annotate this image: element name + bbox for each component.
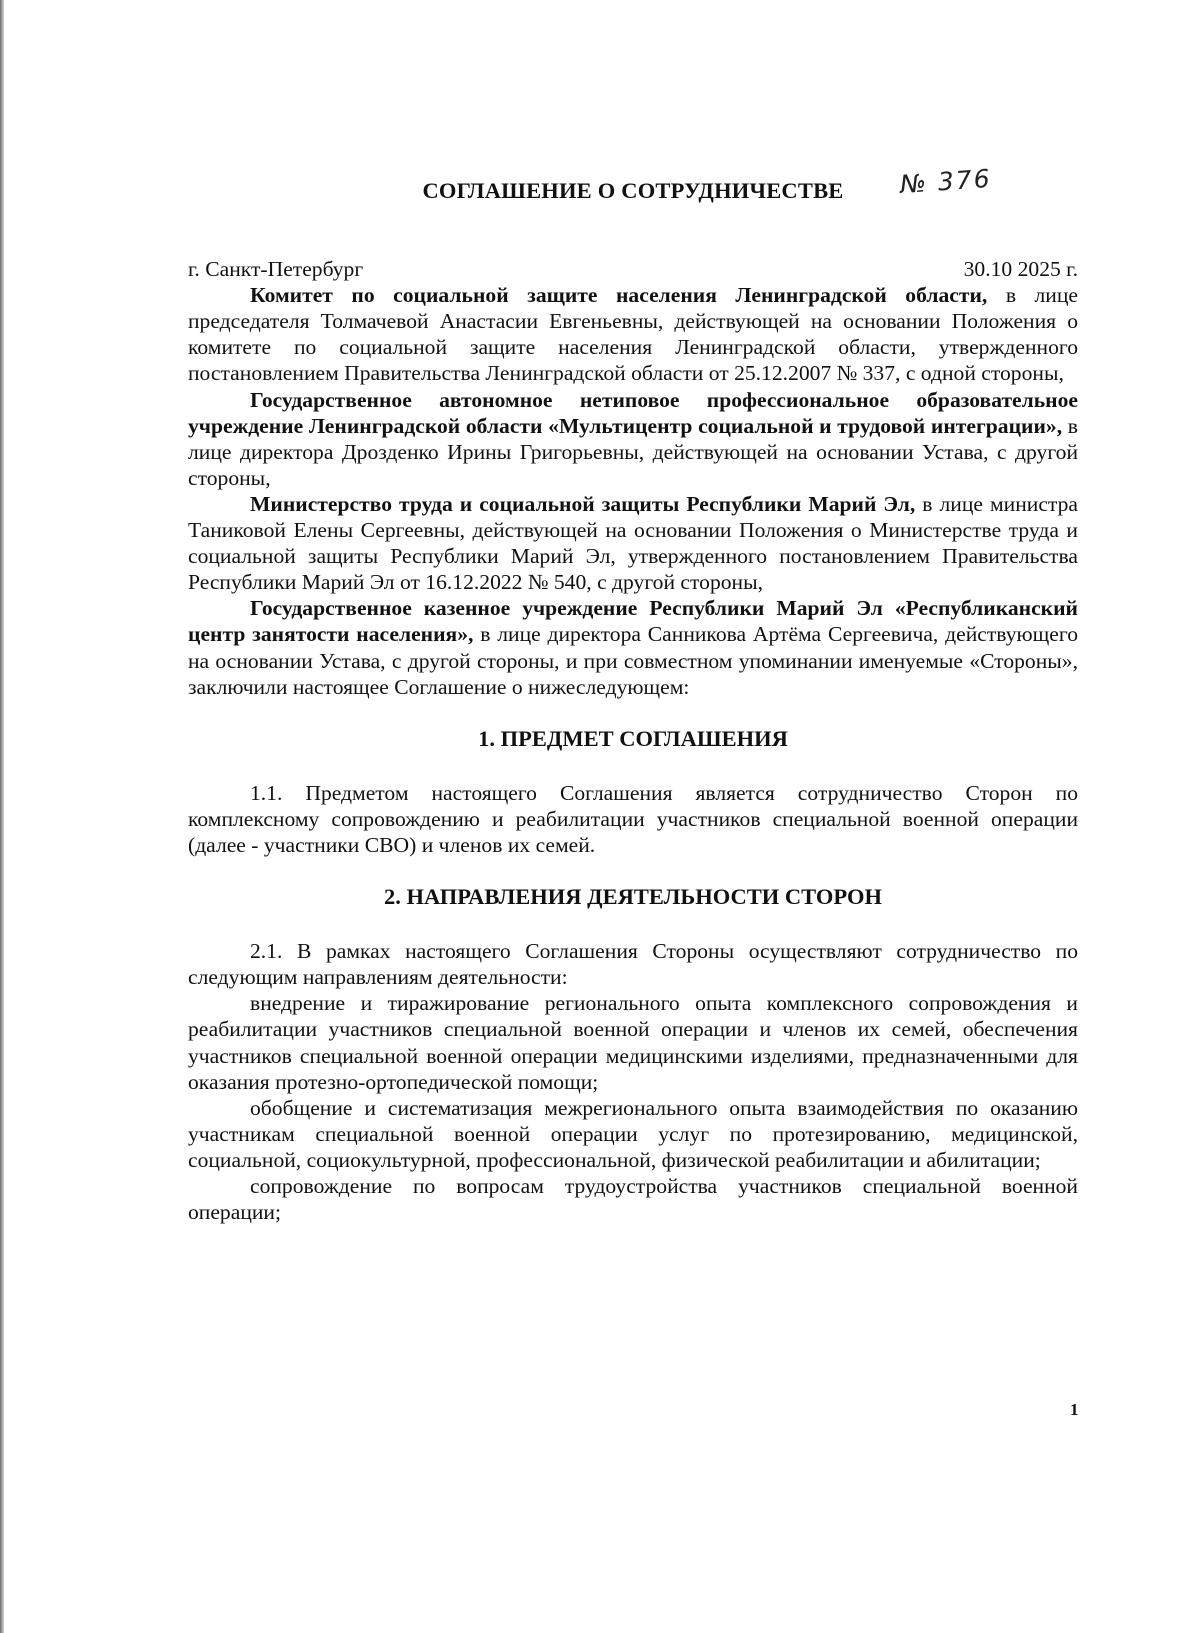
party-paragraph (188, 595, 1078, 699)
place-date-line (188, 256, 1078, 282)
party-details: в лице директора Санникова Артёма Сергеевича, действующего на основании Устава, с другой стороны, и при совместном упоминании именуемые «Стороны», заключили настоящее Соглашение о нижеследующем: (188, 622, 1078, 699)
scan-edge (0, 0, 4, 1633)
direction-item: внедрение и тиражирование регионального опыта комплексного сопровождения и реабилитации участников специальной военной операции и членов их семей, обеспечения участников специальной военной операции медицинскими изделиями, предназначенными для оказания протезно-ортопедической помощи; (188, 991, 1078, 1094)
document-title (188, 163, 1078, 204)
party-name: Государственное автономное нетиповое профессиональное образовательное учреждение Ленинградской области «Мультицентр социальной и трудовой интеграции», (188, 387, 1078, 438)
party-name: Комитет по социальной защите населения Ленинградской области, (250, 283, 988, 308)
party-details: в лице министра Таниковой Елены Сергеевны, действующей на основании Положения о Министерстве труда и социальной защиты Республики Марий Эл, утвержденного постановлением Правительства Республики Марий Эл от 16.12.2022 № 540, с другой стороны, (188, 491, 1078, 595)
section-heading-subject: 1. ПРЕДМЕТ СОГЛАШЕНИЯ (478, 725, 788, 751)
document-title-text: СОГЛАШЕНИЕ О СОТРУДНИЧЕСТВЕ (422, 178, 844, 203)
handwritten-document-number: № 376 (899, 163, 993, 200)
party-paragraph (188, 282, 1078, 386)
city: г. Санкт-Петербург (188, 257, 364, 282)
party-name: Государственное казенное учреждение Республики Марий Эл «Республиканский центр занятости населения», (188, 596, 1078, 647)
direction-item: обобщение и систематизация межрегионального опыта взаимодействия по оказанию участникам специальной военной операции услуг по протезированию, медицинской, социальной, социокультурной, профессиональной, физической реабилитации и абилитации; (188, 1095, 1078, 1172)
section-heading-directions: 2. НАПРАВЛЕНИЯ ДЕЯТЕЛЬНОСТИ СТОРОН (384, 884, 882, 910)
document-page (188, 163, 1078, 1225)
clause-2-1: 2.1. В рамках настоящего Соглашения Стороны осуществляют сотрудничество по следующим направлениям деятельности: (188, 939, 1078, 990)
party-details: в лице председателя Толмачевой Анастасии Евгеньевны, действующей на основании Положения о комитете по социальной защите населения Ленинградской области, утвержденного постановлением Правительства Ленинградской области от 25.12.2007 № 337, с одной стороны, (188, 283, 1078, 386)
party-details: в лице директора Дрозденко Ирины Григорьевны, действующей на основании Устава, с другой стороны, (188, 413, 1078, 490)
clause-1-1: 1.1. Предметом настоящего Соглашения является сотрудничество Сторон по комплексному сопровождению и реабилитации участников специальной военной операции (далее - участники СВО) и членов их семей. (188, 780, 1078, 857)
document-date: 30.10 2025 г. (963, 257, 1078, 282)
party-paragraph (188, 491, 1078, 595)
party-paragraph (188, 387, 1078, 491)
page-number: 1 (1070, 1400, 1079, 1419)
direction-item: сопровождение по вопросам трудоустройства участников специальной военной операции; (188, 1174, 1078, 1225)
party-name: Министерство труда и социальной защиты Республики Марий Эл, (250, 491, 916, 516)
